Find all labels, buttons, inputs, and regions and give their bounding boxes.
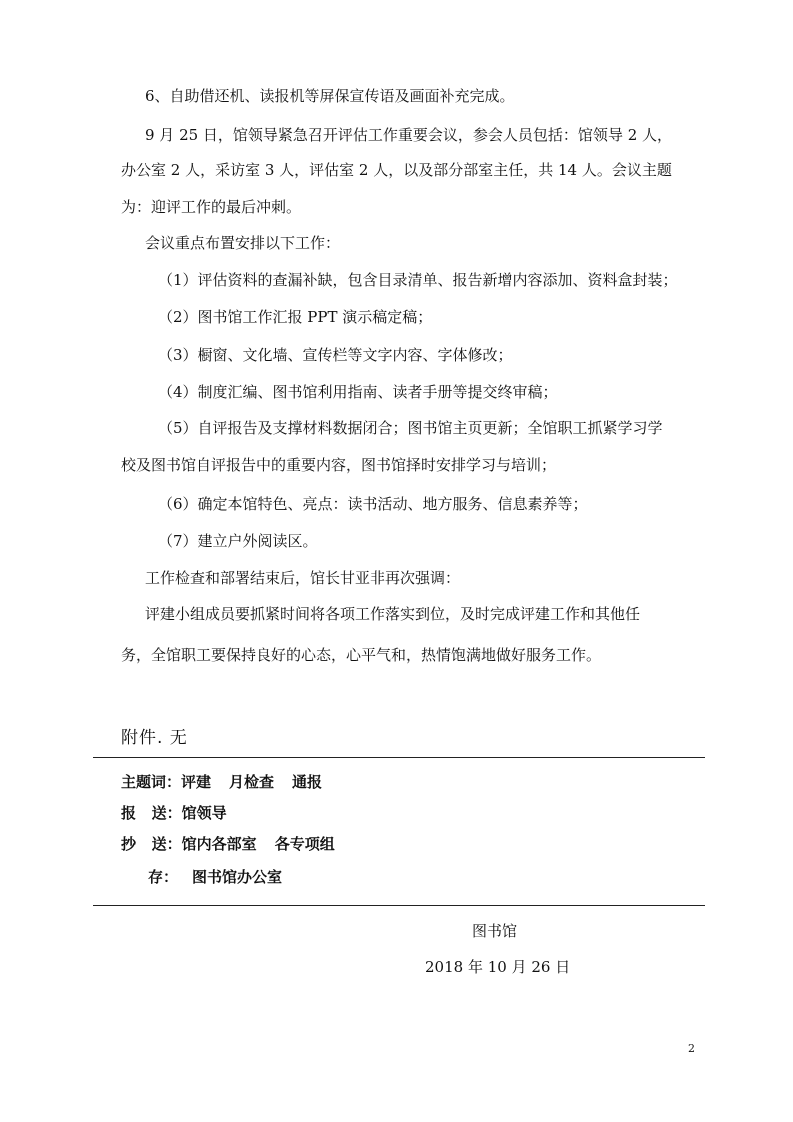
file-row	[148, 866, 282, 887]
keyword: 月检查	[229, 773, 275, 791]
attachment-line: 附件. 无	[121, 728, 188, 748]
report-to-value: 馆领导	[181, 804, 227, 822]
meeting-paragraph-line-1: 9 月 25 日，馆领导紧急召开评估工作重要会议，参会人员包括：馆领导 2 人，	[145, 126, 673, 144]
closing-line-1: 评建小组成员要抓紧时间将各项工作落实到位，及时完成评建工作和其他任	[145, 605, 641, 623]
divider-bottom	[93, 905, 705, 906]
meeting-paragraph-line-2: 办公室 2 人，采访室 3 人，评估室 2 人，以及部分部室主任，共 14 人。会议主题	[121, 161, 672, 179]
task-item: （7）建立户外阅读区。	[158, 532, 318, 550]
task-item-continuation: 校及图书馆自评报告中的重要内容，图书馆择时安排学习与培训；	[121, 456, 557, 474]
signature-org: 图书馆	[472, 922, 518, 940]
task-item: （5）自评报告及支撑材料数据闭合；图书馆主页更新；全馆职工抓紧学习学	[158, 419, 663, 437]
copy-label: 抄 送：	[121, 835, 182, 853]
keyword: 通报	[292, 773, 323, 791]
report-to-row	[121, 802, 227, 823]
task-item: （4）制度汇编、图书馆利用指南、读者手册等提交终审稿；	[158, 383, 558, 401]
item-6: 6、自助借还机、读报机等屏保宣传语及画面补充完成。	[145, 87, 515, 105]
copy-to-value: 各专项组	[274, 835, 335, 853]
page-number: 2	[688, 1042, 695, 1055]
keyword: 评建	[181, 773, 212, 791]
closing-line-2: 务，全馆职工要保持良好的心态，心平气和，热情饱满地做好服务工作。	[121, 646, 602, 664]
meeting-paragraph-line-3: 为：迎评工作的最后冲刺。	[121, 198, 302, 216]
copy-to-row	[121, 833, 335, 854]
task-item: （3）橱窗、文化墙、宣传栏等文字内容、字体修改；	[158, 346, 513, 364]
copy-to-value: 馆内各部室	[181, 835, 257, 853]
file-value: 图书馆办公室	[192, 868, 283, 886]
keywords-label: 主题词：	[121, 773, 182, 791]
report-label: 报 送：	[121, 804, 182, 822]
task-item: （1）评估资料的查漏补缺，包含目录清单、报告新增内容添加、资料盒封装；	[158, 271, 678, 289]
signature-date: 2018 年 10 月 26 日	[425, 958, 571, 976]
closing-intro: 工作检查和部署结束后，馆长甘亚非再次强调：	[145, 569, 461, 587]
task-item: （6）确定本馆特色、亮点：读书活动、地方服务、信息素养等；	[158, 495, 588, 513]
meeting-intro: 会议重点布置安排以下工作：	[145, 234, 341, 252]
divider-top	[93, 757, 705, 758]
task-item: （2）图书馆工作汇报 PPT 演示稿定稿；	[158, 308, 433, 326]
file-label: 存：	[148, 868, 179, 886]
keywords-row	[121, 771, 322, 792]
